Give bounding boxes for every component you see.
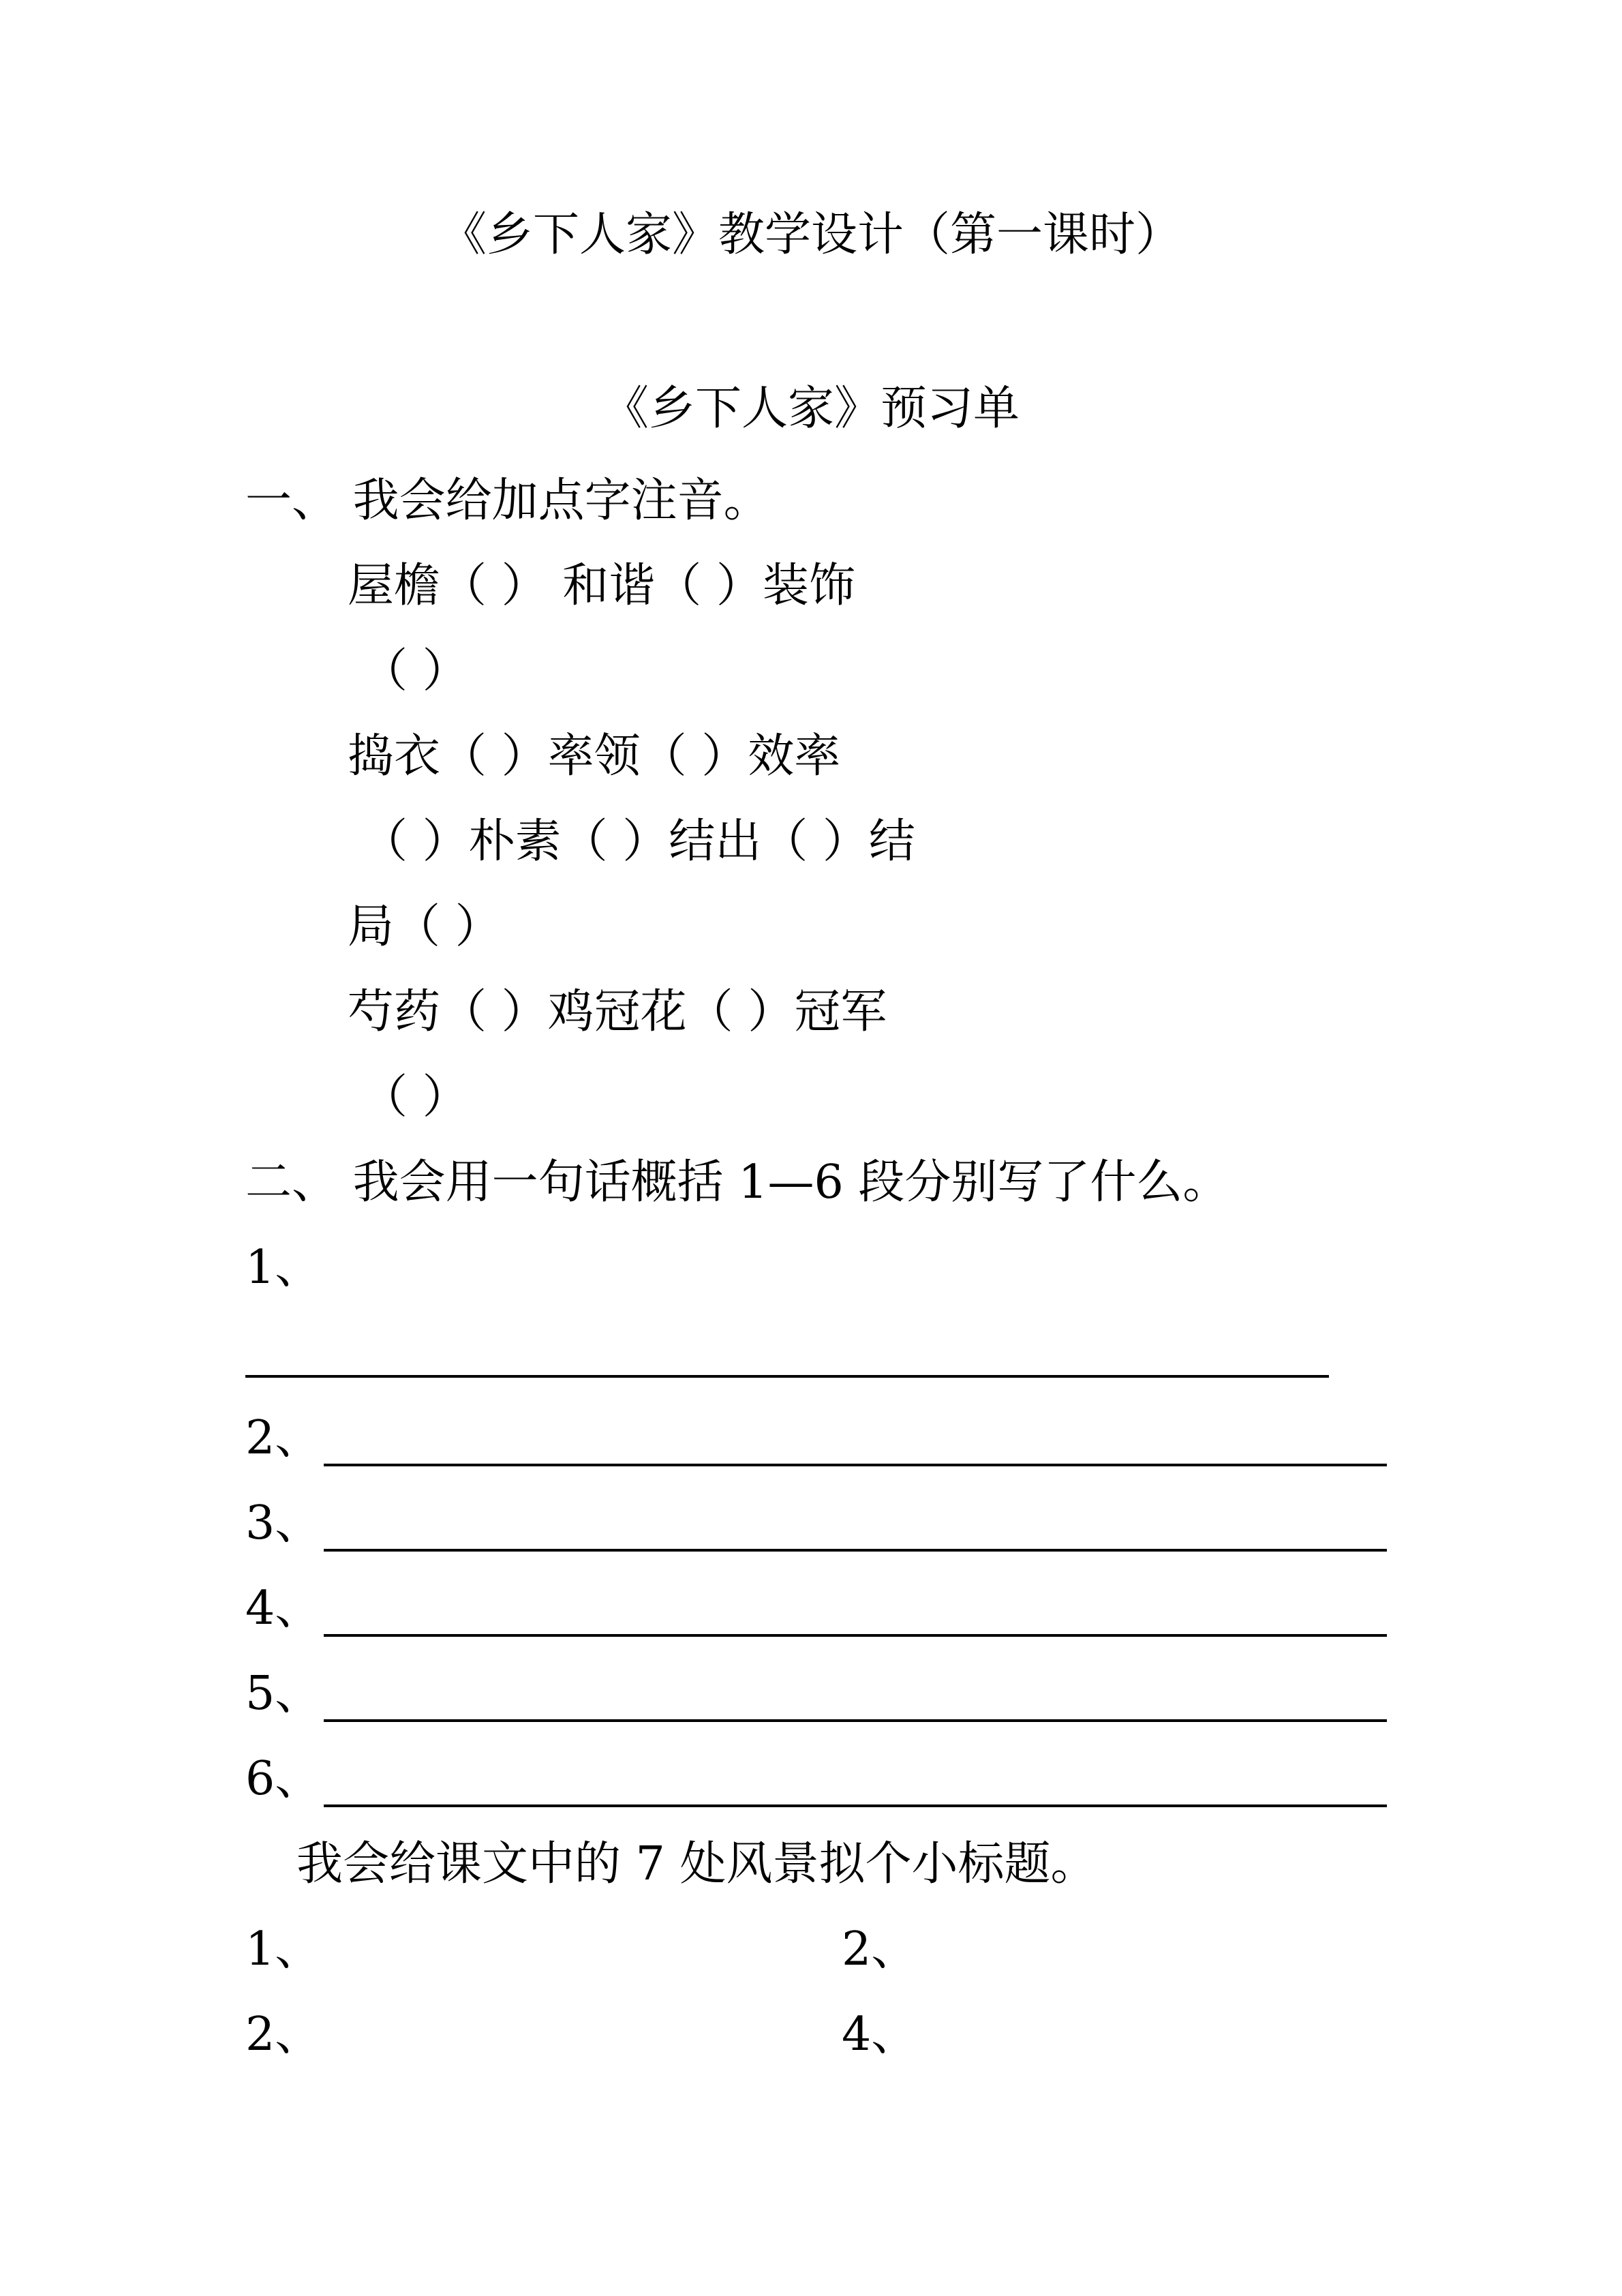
section3-heading: 我会给课文中的 7 处风景拟个小标题。 (296, 1837, 1097, 1891)
subtitle-item-label: 2、 (245, 2008, 322, 2061)
pinyin-line: 局（ ） (348, 900, 502, 954)
summary-item-label: 4、 (245, 1582, 322, 1635)
subtitle-item-label: 1、 (245, 1922, 322, 1976)
answer-line[interactable] (245, 1375, 1329, 1378)
answer-line[interactable] (324, 1634, 1387, 1637)
section2-heading: 二、 我会用一句话概括 1—6 段分别写了什么。 (245, 1155, 1229, 1209)
pinyin-line: 屋檐（ ） 和谐（ ）装饰 (348, 559, 855, 613)
pinyin-line: （ ） (361, 1070, 469, 1124)
preview-sheet-title: 《乡下人家》预习单 (602, 382, 1020, 436)
summary-item-label: 2、 (245, 1411, 322, 1465)
pinyin-line: （ ） (361, 644, 469, 698)
section1-heading: 一、 我会给加点字注音。 (245, 474, 770, 528)
document-title: 《乡下人家》教学设计（第一课时） (440, 208, 1182, 262)
summary-item-label: 6、 (245, 1752, 322, 1806)
summary-item-label: 5、 (245, 1667, 322, 1721)
answer-line[interactable] (324, 1549, 1387, 1552)
summary-item-label: 3、 (245, 1496, 322, 1550)
answer-line[interactable] (324, 1719, 1387, 1722)
summary-item-label: 1、 (245, 1241, 322, 1295)
answer-line[interactable] (324, 1804, 1387, 1807)
answer-line[interactable] (324, 1464, 1387, 1466)
pinyin-line: （ ）朴素（ ）结出（ ）结 (361, 815, 915, 868)
pinyin-line: 捣衣（ ）率领（ ）效率 (348, 729, 841, 783)
subtitle-item-label: 4、 (842, 2008, 918, 2061)
subtitle-item-label: 2、 (842, 1922, 918, 1976)
pinyin-line: 芍药（ ）鸡冠花（ ）冠军 (348, 985, 887, 1039)
